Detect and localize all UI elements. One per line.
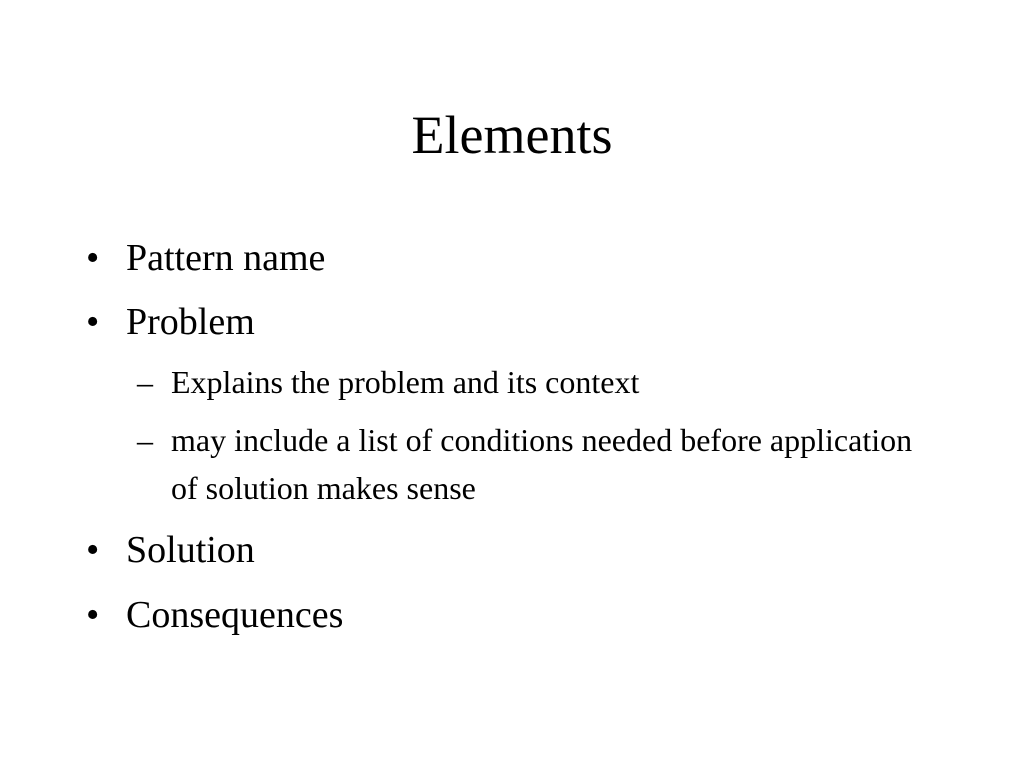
bullet-text: Solution xyxy=(126,529,255,571)
sub-bullet-item-explains xyxy=(137,358,931,406)
bullet-text: Consequences xyxy=(126,594,344,636)
sub-bullet-text: may include a list of conditions needed before application of solution makes sense xyxy=(171,422,913,506)
sub-bullet-marker: – xyxy=(137,364,153,400)
bullet-item-pattern-name xyxy=(86,236,326,280)
bullet-marker: • xyxy=(86,301,100,343)
bullet-marker: • xyxy=(86,237,100,279)
slide-title: Elements xyxy=(411,105,613,165)
sub-bullet-item-conditions xyxy=(137,416,931,512)
bullet-marker: • xyxy=(86,594,100,636)
sub-bullet-marker: – xyxy=(137,422,153,458)
bullet-text: Problem xyxy=(126,301,255,343)
bullet-marker: • xyxy=(86,529,100,571)
bullet-item-consequences xyxy=(86,593,344,637)
bullet-text: Pattern name xyxy=(126,237,326,279)
sub-bullet-text: Explains the problem and its context xyxy=(171,364,640,400)
bullet-item-problem xyxy=(86,300,255,344)
bullet-item-solution xyxy=(86,528,255,572)
